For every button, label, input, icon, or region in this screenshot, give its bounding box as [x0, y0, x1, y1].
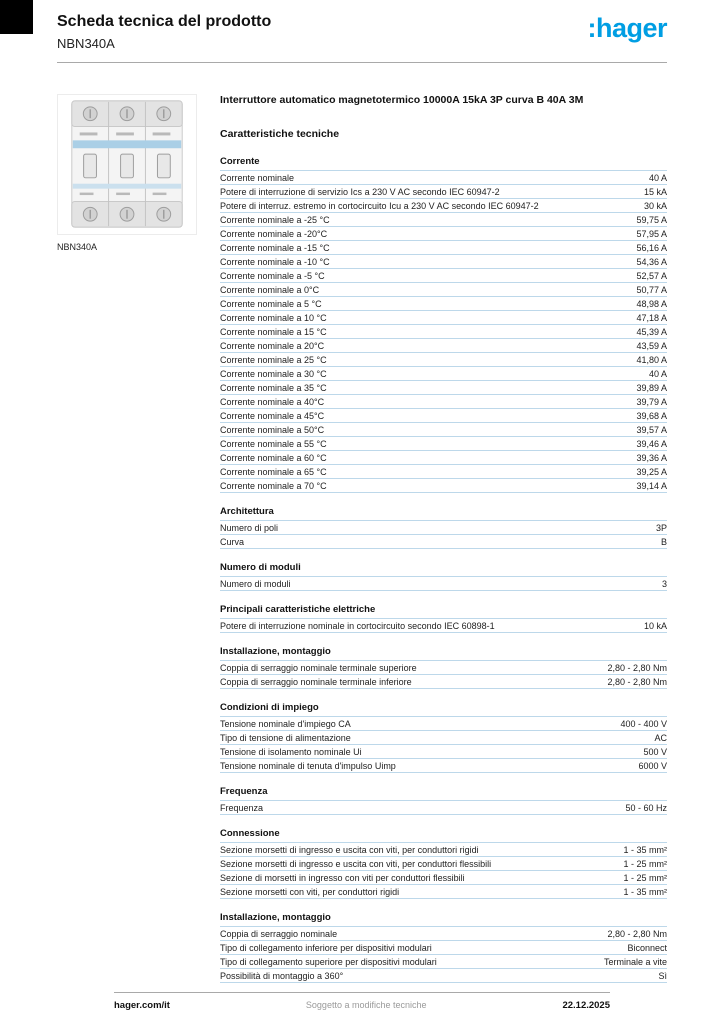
- spec-row: [220, 885, 667, 899]
- spec-label: Corrente nominale a 65 °C: [220, 466, 327, 477]
- spec-label: Corrente nominale a 50°C: [220, 424, 325, 435]
- spec-value: 40 A: [648, 172, 667, 183]
- spec-row: [220, 955, 667, 969]
- spec-value: 39,57 A: [636, 424, 667, 435]
- spec-row: [220, 367, 667, 381]
- spec-row: [220, 843, 667, 857]
- spec-row: [220, 465, 667, 479]
- spec-value: 47,18 A: [636, 312, 667, 323]
- product-code: NBN340A: [57, 36, 115, 51]
- product-image: [57, 94, 197, 235]
- spec-label: Tipo di collegamento inferiore per dispositivi modulari: [220, 942, 432, 953]
- footer-date: 22.12.2025: [562, 1000, 610, 1011]
- spec-label: Tensione di isolamento nominale Ui: [220, 746, 362, 757]
- spec-value: 40 A: [648, 368, 667, 379]
- spec-row: [220, 759, 667, 773]
- spec-row: [220, 521, 667, 535]
- spec-label: Corrente nominale a -5 °C: [220, 270, 325, 281]
- hager-logo: :hager: [587, 13, 667, 43]
- spec-value: 52,57 A: [636, 270, 667, 281]
- spec-row: [220, 381, 667, 395]
- section-heading: Frequenza: [220, 783, 667, 801]
- spec-value: 2,80 - 2,80 Nm: [607, 928, 667, 939]
- spec-row: [220, 871, 667, 885]
- spec-value: 48,98 A: [636, 298, 667, 309]
- spec-label: Potere di interruzione di servizio Ics a 230 V AC secondo IEC 60947-2: [220, 186, 500, 197]
- spec-label: Corrente nominale a -25 °C: [220, 214, 330, 225]
- footer-website-link[interactable]: hager.com/it: [114, 1000, 170, 1011]
- spec-row: [220, 339, 667, 353]
- spec-value: 56,16 A: [636, 242, 667, 253]
- spec-row: [220, 927, 667, 941]
- spec-value: 54,36 A: [636, 256, 667, 267]
- spec-row: [220, 857, 667, 871]
- spec-label: Corrente nominale a 30 °C: [220, 368, 327, 379]
- product-image-column: [57, 94, 197, 983]
- spec-label: Corrente nominale a 35 °C: [220, 382, 327, 393]
- spec-row: [220, 353, 667, 367]
- spec-label: Corrente nominale a 15 °C: [220, 326, 327, 337]
- spec-label: Corrente nominale a 55 °C: [220, 438, 327, 449]
- spec-row: [220, 255, 667, 269]
- section-heading: Numero di moduli: [220, 559, 667, 577]
- spec-value: 3: [661, 578, 667, 589]
- section-heading: Architettura: [220, 503, 667, 521]
- spec-row: [220, 199, 667, 213]
- spec-label: Corrente nominale a 40°C: [220, 396, 325, 407]
- product-title: Interruttore automatico magnetotermico 10000A 15kA 3P curva B 40A 3M: [220, 94, 584, 106]
- footer-disclaimer: Soggetto a modifiche tecniche: [305, 1000, 427, 1010]
- spec-row: [220, 479, 667, 493]
- spec-label: Corrente nominale a 45°C: [220, 410, 325, 421]
- spec-value: 41,80 A: [636, 354, 667, 365]
- spec-row: [220, 731, 667, 745]
- spec-row: [220, 801, 667, 815]
- spec-label: Corrente nominale a 10 °C: [220, 312, 327, 323]
- spec-value: 39,14 A: [636, 480, 667, 491]
- spec-sections: [220, 153, 667, 983]
- spec-label: Sezione morsetti di ingresso e uscita con viti, per conduttori flessibili: [220, 858, 492, 869]
- spec-value: 50,77 A: [636, 284, 667, 295]
- spec-row: [220, 241, 667, 255]
- spec-value: 45,39 A: [636, 326, 667, 337]
- spec-row: [220, 409, 667, 423]
- characteristics-title: Caratteristiche tecniche: [220, 128, 340, 140]
- spec-row: [220, 451, 667, 465]
- spec-value: 2,80 - 2,80 Nm: [607, 662, 667, 673]
- spec-row: [220, 171, 667, 185]
- section-heading: Principali caratteristiche elettriche: [220, 601, 667, 619]
- spec-value: 15 kA: [643, 186, 667, 197]
- spec-label: Curva: [220, 536, 245, 547]
- spec-value: 10 kA: [643, 620, 667, 631]
- spec-label: Corrente nominale: [220, 172, 295, 183]
- spec-value: Sì: [658, 970, 667, 981]
- main-content: [57, 94, 667, 983]
- section-heading: Installazione, montaggio: [220, 643, 667, 661]
- spec-row: [220, 619, 667, 633]
- spec-row: [220, 717, 667, 731]
- spec-label: Corrente nominale a 60 °C: [220, 452, 327, 463]
- spec-value: 1 - 35 mm²: [623, 886, 667, 897]
- circuit-breaker-image: [58, 95, 196, 234]
- product-image-caption: NBN340A: [57, 242, 98, 252]
- spec-row: [220, 283, 667, 297]
- spec-label: Corrente nominale a 70 °C: [220, 480, 327, 491]
- section-heading: Installazione, montaggio: [220, 909, 667, 927]
- spec-label: Corrente nominale a 5 °C: [220, 298, 322, 309]
- spec-label: Potere di interruzione nominale in cortocircuito secondo IEC 60898-1: [220, 620, 495, 631]
- section-heading: Corrente: [220, 153, 667, 171]
- datasheet-page: [57, 0, 667, 1011]
- spec-value: 30 kA: [643, 200, 667, 211]
- spec-label: Corrente nominale a -10 °C: [220, 256, 330, 267]
- spec-value: 39,25 A: [636, 466, 667, 477]
- spec-label: Tensione nominale d'impiego CA: [220, 718, 351, 729]
- spec-row: [220, 661, 667, 675]
- spec-value: 39,79 A: [636, 396, 667, 407]
- spec-row: [220, 213, 667, 227]
- section-heading: Connessione: [220, 825, 667, 843]
- spec-row: [220, 437, 667, 451]
- spec-label: Tipo di tensione di alimentazione: [220, 732, 351, 743]
- spec-value: 500 V: [643, 746, 667, 757]
- spec-row: [220, 325, 667, 339]
- spec-value: 39,68 A: [636, 410, 667, 421]
- print-registration-mark: [0, 0, 33, 34]
- spec-label: Possibilità di montaggio a 360°: [220, 970, 344, 981]
- spec-label: Corrente nominale a -20°C: [220, 228, 328, 239]
- spec-row: [220, 535, 667, 549]
- spec-row: [220, 311, 667, 325]
- spec-value: 1 - 25 mm²: [623, 858, 667, 869]
- spec-label: Sezione morsetti di ingresso e uscita con viti, per conduttori rigidi: [220, 844, 479, 855]
- spec-value: 59,75 A: [636, 214, 667, 225]
- spec-value: Terminale a vite: [603, 956, 667, 967]
- spec-row: [220, 745, 667, 759]
- spec-row: [220, 395, 667, 409]
- spec-label: Corrente nominale a 25 °C: [220, 354, 327, 365]
- spec-label: Numero di moduli: [220, 578, 291, 589]
- spec-value: 57,95 A: [636, 228, 667, 239]
- spec-label: Corrente nominale a -15 °C: [220, 242, 330, 253]
- spec-value: 1 - 25 mm²: [623, 872, 667, 883]
- specs-column: [220, 94, 667, 983]
- header-titles: [57, 13, 271, 51]
- spec-label: Tensione nominale di tenuta d'impulso Uimp: [220, 760, 396, 771]
- spec-value: 39,89 A: [636, 382, 667, 393]
- section-heading: Condizioni di impiego: [220, 699, 667, 717]
- spec-label: Sezione di morsetti in ingresso con viti per conduttori flessibili: [220, 872, 465, 883]
- spec-row: [220, 185, 667, 199]
- spec-row: [220, 941, 667, 955]
- spec-label: Numero di poli: [220, 522, 279, 533]
- spec-label: Potere di interruz. estremo in cortocircuito Icu a 230 V AC secondo IEC 60947-2: [220, 200, 539, 211]
- spec-value: AC: [654, 732, 667, 743]
- spec-row: [220, 269, 667, 283]
- spec-row: [220, 297, 667, 311]
- spec-value: 50 - 60 Hz: [625, 802, 667, 813]
- spec-value: 39,36 A: [636, 452, 667, 463]
- spec-row: [220, 423, 667, 437]
- page-header: [57, 0, 667, 63]
- spec-label: Tipo di collegamento superiore per dispositivi modulari: [220, 956, 437, 967]
- spec-row: [220, 675, 667, 689]
- spec-label: Coppia di serraggio nominale: [220, 928, 338, 939]
- spec-label: Coppia di serraggio nominale terminale superiore: [220, 662, 417, 673]
- spec-value: 2,80 - 2,80 Nm: [607, 676, 667, 687]
- spec-value: 3P: [655, 522, 667, 533]
- spec-label: Coppia di serraggio nominale terminale inferiore: [220, 676, 412, 687]
- page-title: Scheda tecnica del prodotto: [57, 13, 272, 30]
- spec-value: 6000 V: [638, 760, 667, 771]
- spec-value: 400 - 400 V: [620, 718, 667, 729]
- page-footer: [114, 992, 610, 1011]
- spec-value: 43,59 A: [636, 340, 667, 351]
- spec-row: [220, 227, 667, 241]
- spec-label: Frequenza: [220, 802, 264, 813]
- spec-row: [220, 969, 667, 983]
- spec-label: Corrente nominale a 0°C: [220, 284, 320, 295]
- spec-label: Sezione morsetti con viti, per conduttori rigidi: [220, 886, 400, 897]
- spec-value: B: [660, 536, 667, 547]
- spec-row: [220, 577, 667, 591]
- spec-value: Biconnect: [627, 942, 667, 953]
- spec-value: 39,46 A: [636, 438, 667, 449]
- spec-label: Corrente nominale a 20°C: [220, 340, 325, 351]
- spec-value: 1 - 35 mm²: [623, 844, 667, 855]
